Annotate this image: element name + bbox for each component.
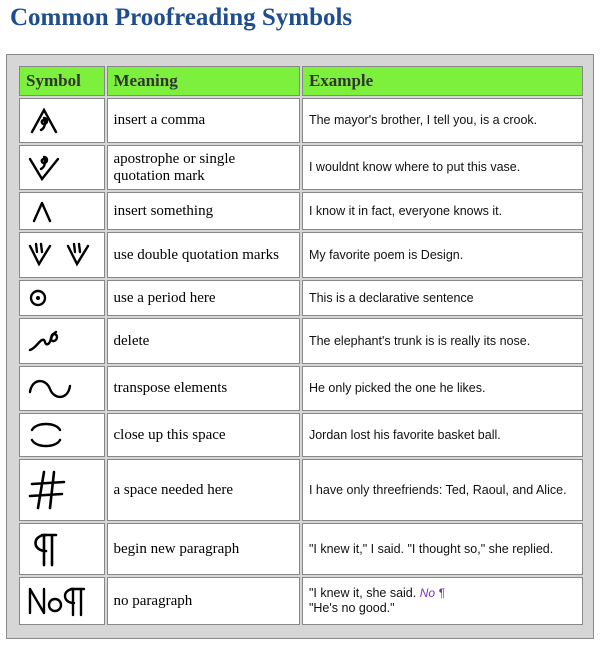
- meaning-cell: insert something: [107, 192, 300, 230]
- table-row: [19, 459, 583, 521]
- example-cell: [302, 366, 583, 411]
- page-title: Common Proofreading Symbols: [10, 4, 353, 31]
- meaning-cell: a space needed here: [107, 459, 300, 521]
- example-cell: [302, 577, 583, 625]
- table-row: [19, 366, 583, 411]
- symbol-cell: [19, 459, 105, 521]
- table-row: [19, 413, 583, 457]
- example-text-line2: "He's no good.": [308, 601, 395, 615]
- proof-mark: No ¶: [419, 586, 445, 600]
- meaning-cell: use a period here: [107, 280, 300, 316]
- example-cell: [302, 413, 583, 457]
- example-cell: [302, 98, 583, 143]
- meaning-cell: close up this space: [107, 413, 300, 457]
- header-symbol: Symbol: [19, 66, 105, 96]
- table-row: [19, 232, 583, 278]
- symbol-cell: [19, 280, 105, 316]
- meaning-cell: delete: [107, 318, 300, 364]
- table-row: [19, 577, 583, 625]
- space-hash-icon: [26, 468, 70, 512]
- example-cell: [302, 318, 583, 364]
- meaning-cell: apostrophe or single quotation mark: [107, 145, 300, 190]
- example-text: He only picked the one he likes.: [308, 381, 486, 395]
- apostrophe-caret-icon: [26, 151, 66, 185]
- meaning-cell: insert a comma: [107, 98, 300, 143]
- symbol-cell: [19, 192, 105, 230]
- circled-period-icon: [26, 286, 66, 310]
- proofreading-table: [17, 64, 585, 627]
- symbol-cell: [19, 318, 105, 364]
- delete-mark-icon: [26, 324, 70, 358]
- example-line1: "I knew it, she said.: [308, 586, 417, 600]
- example-cell: [302, 192, 583, 230]
- symbol-cell: [19, 232, 105, 278]
- double-quote-caret-icon: [26, 238, 98, 272]
- caret-icon: [26, 197, 66, 225]
- example-text-line1: [309, 586, 576, 601]
- symbol-cell: [19, 145, 105, 190]
- table-row: [19, 523, 583, 575]
- header-row: [19, 66, 583, 96]
- example-text: The elephant's trunk is is really its nose.: [308, 333, 531, 348]
- example-cell: [302, 523, 583, 575]
- symbol-cell: [19, 577, 105, 625]
- meaning-cell: no paragraph: [107, 577, 300, 625]
- symbol-cell: [19, 98, 105, 143]
- example-text: I know it in fact, everyone knows it.: [308, 203, 503, 218]
- example-text: "I knew it," I said. "I thought so," she replied.: [308, 541, 554, 556]
- table-row: [19, 318, 583, 364]
- no-paragraph-icon: [26, 583, 92, 619]
- meaning-cell: use double quotation marks: [107, 232, 300, 278]
- example-cell: [302, 145, 583, 190]
- example-text: I wouldnt know where to put this vase.: [308, 160, 521, 174]
- example-text: The mayor's brother, I tell you, is a crook.: [308, 113, 538, 127]
- example-cell: [302, 459, 583, 521]
- header-meaning: Meaning: [107, 66, 300, 96]
- close-up-icon: [26, 420, 70, 450]
- table-row: [19, 192, 583, 230]
- table-frame: [6, 54, 594, 639]
- example-text: This is a declarative sentence: [308, 290, 474, 305]
- transpose-icon: [26, 374, 76, 404]
- table-row: [19, 98, 583, 143]
- example-text: I have only threefriends: Ted, Raoul, and Alice.: [308, 482, 567, 497]
- meaning-cell: transpose elements: [107, 366, 300, 411]
- example-cell: [302, 280, 583, 316]
- table-row: [19, 280, 583, 316]
- meaning-cell: begin new paragraph: [107, 523, 300, 575]
- paragraph-icon: [26, 529, 66, 569]
- symbol-cell: [19, 523, 105, 575]
- example-text: Jordan lost his favorite basket ball.: [308, 427, 501, 442]
- header-example: Example: [302, 66, 583, 96]
- comma-caret-icon: [26, 104, 66, 138]
- example-text: My favorite poem is Design.: [308, 247, 464, 262]
- table-row: [19, 145, 583, 190]
- symbol-cell: [19, 366, 105, 411]
- example-cell: [302, 232, 583, 278]
- symbol-cell: [19, 413, 105, 457]
